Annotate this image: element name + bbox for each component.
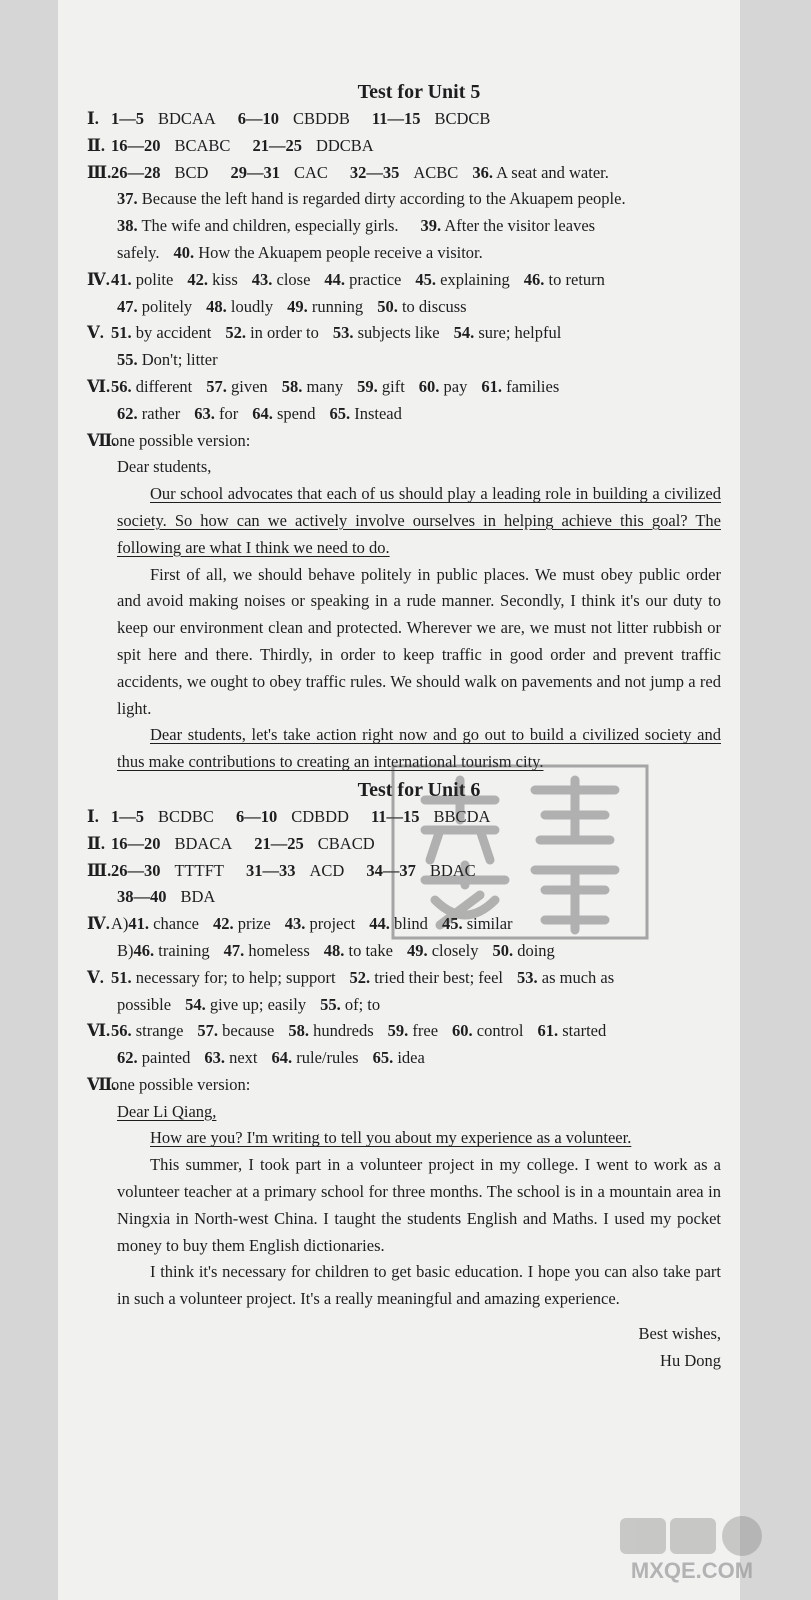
u6-section-5: Ⅴ. 51. necessary for; to help; support 52. tried their best; feel 53. as much as: [87, 967, 615, 987]
u5-section-3: Ⅲ.26—28 BCD 29—31 CAC 32—35 ACBC 36. A seat and water.: [87, 162, 609, 182]
u5-section-5-cont: 55. Don't; litter: [117, 350, 218, 370]
u5-section-5: Ⅴ. 51. by accident 52. in order to 53. subjects like 54. sure; helpful: [87, 323, 562, 343]
u5-section-4: Ⅳ.41. polite 42. kiss 43. close 44. practice 45. explaining 46. to return: [87, 269, 605, 289]
u6-letter-p3: I think it's necessary for children to get basic education. I hope you can also take part in such a volunteer project. It's a really meaningful and amazing experience.: [117, 1262, 721, 1309]
u6-section-2: Ⅱ. 16—20 BDACA 21—25 CBACD: [87, 833, 375, 853]
u6-section-6: Ⅵ.56. strange 57. because 58. hundreds 59. free 60. control 61. started: [87, 1021, 607, 1041]
u5-q37: 37. Because the left hand is regarded dirty according to the Akuapem people.: [117, 189, 626, 209]
unit5-title: Test for Unit 5: [357, 81, 481, 103]
u5-section-6-cont: 62. rather 63. for 64. spend 65. Instead: [117, 403, 402, 423]
u6-section-5-cont: possible 54. give up; easily 55. of; to: [117, 994, 381, 1014]
u6-letter-signature: Hu Dong: [660, 1350, 721, 1370]
u5-letter-p3: Dear students, let's take action right now and go out to build a civilized society and thus make contributions to creating an international tourism city.: [117, 725, 721, 772]
u5-letter-greeting: Dear students,: [117, 457, 212, 477]
u6-letter-p1: How are you? I'm writing to tell you about my experience as a volunteer.: [150, 1128, 632, 1148]
u5-letter-p2: First of all, we should behave politely in public places. We must obey public order and avoid making noises or speaking in a rude manner. Secondly, I think it's our duty to keep our environment clean and protected. Wherever we are, we must not litter rubbish or spit here and there. Thirdly, in order to keep traffic in good order and prevent traffic accidents, we ought to obey traffic rules. We should walk on pavements and not jump a red light.: [117, 564, 721, 718]
u6-section-6-cont: 62. painted 63. next 64. rule/rules 65. idea: [117, 1048, 425, 1068]
unit6-title: Test for Unit 6: [357, 778, 481, 801]
u6-letter-p2: This summer, I took part in a volunteer project in my college. I went to work as a volunteer teacher at a primary school for three months. The school is in a mountain area in Ningxia in North-west China. I taught the students English and Maths. I used my pocket money to buy them English dictionaries.: [117, 1155, 721, 1255]
u5-section-7: Ⅶ.one possible version:: [87, 430, 251, 450]
u6-section-3: Ⅲ.26—30 TTTFT 31—33 ACD 34—37 BDAC: [87, 860, 476, 880]
u6-letter-closing: Best wishes,: [638, 1324, 721, 1344]
u6-section-3-cont: 38—40 BDA: [117, 887, 216, 907]
u6-section-4-cont: B)46. training 47. homeless 48. to take 49. closely 50. doing: [117, 940, 555, 960]
watermark-text: MXQE.COM: [630, 1558, 754, 1583]
u6-section-7: Ⅶ.one possible version:: [87, 1074, 251, 1094]
answer-content: [87, 78, 721, 1375]
u5-letter-p1: Our school advocates that each of us should play a leading role in building a civilized society. So how can we actively involve ourselves in helping achieve this goal? The following are what I think we need to do.: [117, 484, 721, 557]
u5-q38-39: 38. The wife and children, especially girls. 39. After the visitor leaves: [117, 216, 596, 236]
u6-section-1: Ⅰ. 1—5 BCDBC 6—10 CDBDD 11—15 BBCDA: [87, 806, 491, 826]
u6-section-4: Ⅳ.A)41. chance 42. prize 43. project 44. blind 45. similar: [87, 914, 513, 934]
u5-section-1: Ⅰ. 1—5 BDCAA 6—10 CBDDB 11—15 BCDCB: [87, 109, 491, 128]
u5-section-6: Ⅵ.56. different 57. given 58. many 59. gift 60. pay 61. families: [87, 376, 560, 396]
u5-section-4-cont: 47. politely 48. loudly 49. running 50. to discuss: [117, 296, 467, 316]
u5-section-2: Ⅱ. 16—20 BCABC 21—25 DDCBA: [87, 135, 374, 155]
u5-q39-40: safely. 40. How the Akuapem people receive a visitor.: [117, 242, 483, 262]
u6-letter-greeting: Dear Li Qiang,: [117, 1101, 217, 1121]
